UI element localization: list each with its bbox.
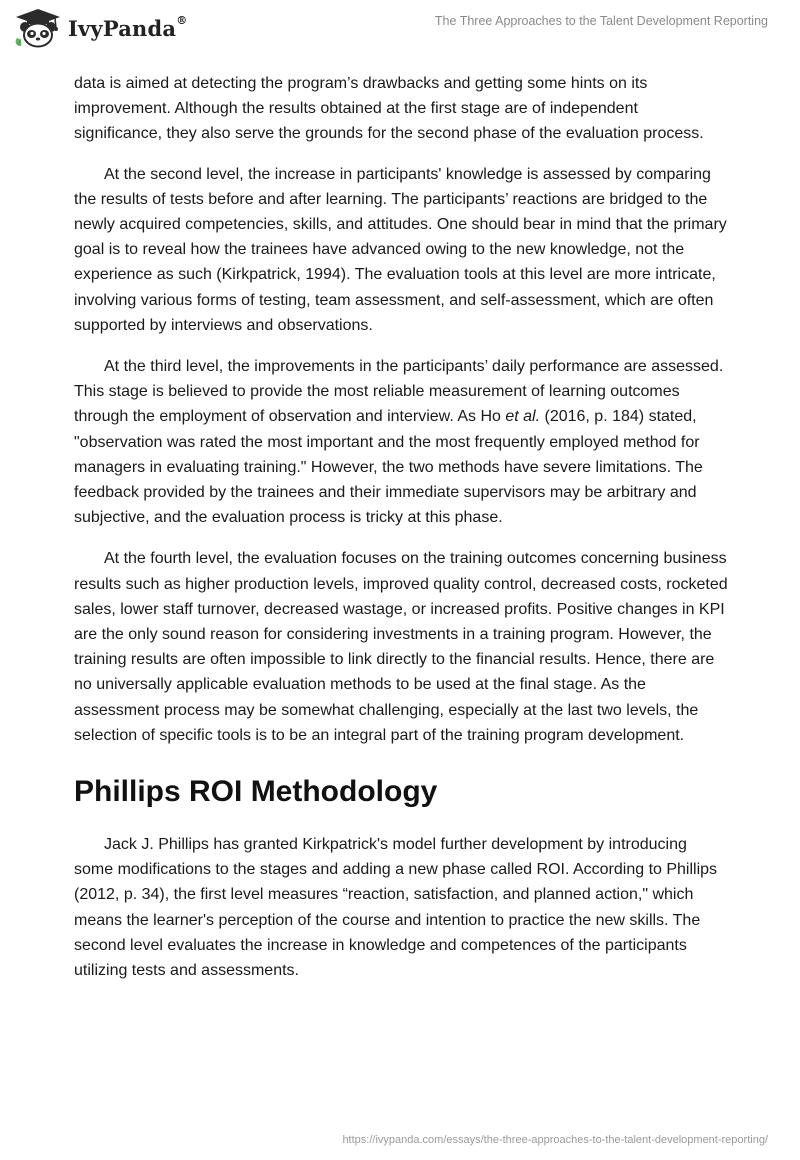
paragraph-third-level: At the third level, the improvements in the participants’ daily performance are assessed. This stage is believed to provide the most reliable measurement of learning outcomes through the employment of observation and interview. As Ho et al. (2016, p. 184) stated, "observation was rated the most important and the most frequently employed method for managers in evaluating training." However, the two methods have severe limitations. The feedback provided by the trainees and their immediate supervisors may be arbitrary and subjective, and the evaluation process is tricky at this phase. [74, 358, 724, 527]
italic-et-al: et al. [505, 408, 541, 426]
essay-body [74, 71, 728, 999]
ivypanda-logo[interactable] [14, 8, 187, 48]
paragraph-second-level: At the second level, the increase in participants' knowledge is assessed by comparing the results of tests before and after learning. The participants’ reactions are bridged to the newly acquired competencies, skills, and attitudes. One should bear in mind that the primary goal is to reveal how the trainees have advanced owing to the new knowledge, not the experience as such (Kirkpatrick, 1994). The evaluation tools at this level are more intricate, involving various forms of testing, team assessment, and self-assessment, which are often supported by interviews and observations. [74, 165, 727, 334]
document-title: The Three Approaches to the Talent Development Reporting [434, 14, 768, 28]
paragraph-phillips: Jack J. Phillips has granted Kirkpatrick's model further development by introducing some modifications to the stages and adding a new phase called ROI. According to Phillips (2012, p. 34), the first level measures “reaction, satisfaction, and planned action," which means the learner's perception of the course and intention to practice the new skills. The second level evaluates the increase in knowledge and competences of the participants utilizing tests and assessments. [74, 836, 718, 980]
panda-mascot-icon [14, 8, 62, 48]
brand-name: IvyPanda® [68, 13, 188, 41]
source-url-link[interactable]: https://ivypanda.com/essays/the-three-approaches-to-the-talent-development-reporting/ [342, 1134, 768, 1146]
section-heading: Phillips ROI Methodology [74, 775, 438, 809]
page-header [0, 0, 800, 64]
paragraph-continued: data is aimed at detecting the program’s drawbacks and getting some hints on its improvement. Although the results obtained at the first stage are of independent significance, they also serve the grounds for the second phase of the evaluation process. [74, 75, 704, 143]
paragraph-fourth-level: At the fourth level, the evaluation focuses on the training outcomes concerning business results such as higher production levels, improved quality control, decreased costs, rocketed sales, lower staff turnover, decreased wastage, or increased profits. Positive changes in KPI are the only sound reason for considering investments in a training program. However, the training results are often impossible to link directly to the financial results. Hence, there are no universally applicable evaluation methods to be used at the final stage. As the assessment process may be somewhat challenging, especially at the last two levels, the selection of specific tools is to be an integral part of the training program development. [74, 550, 728, 744]
